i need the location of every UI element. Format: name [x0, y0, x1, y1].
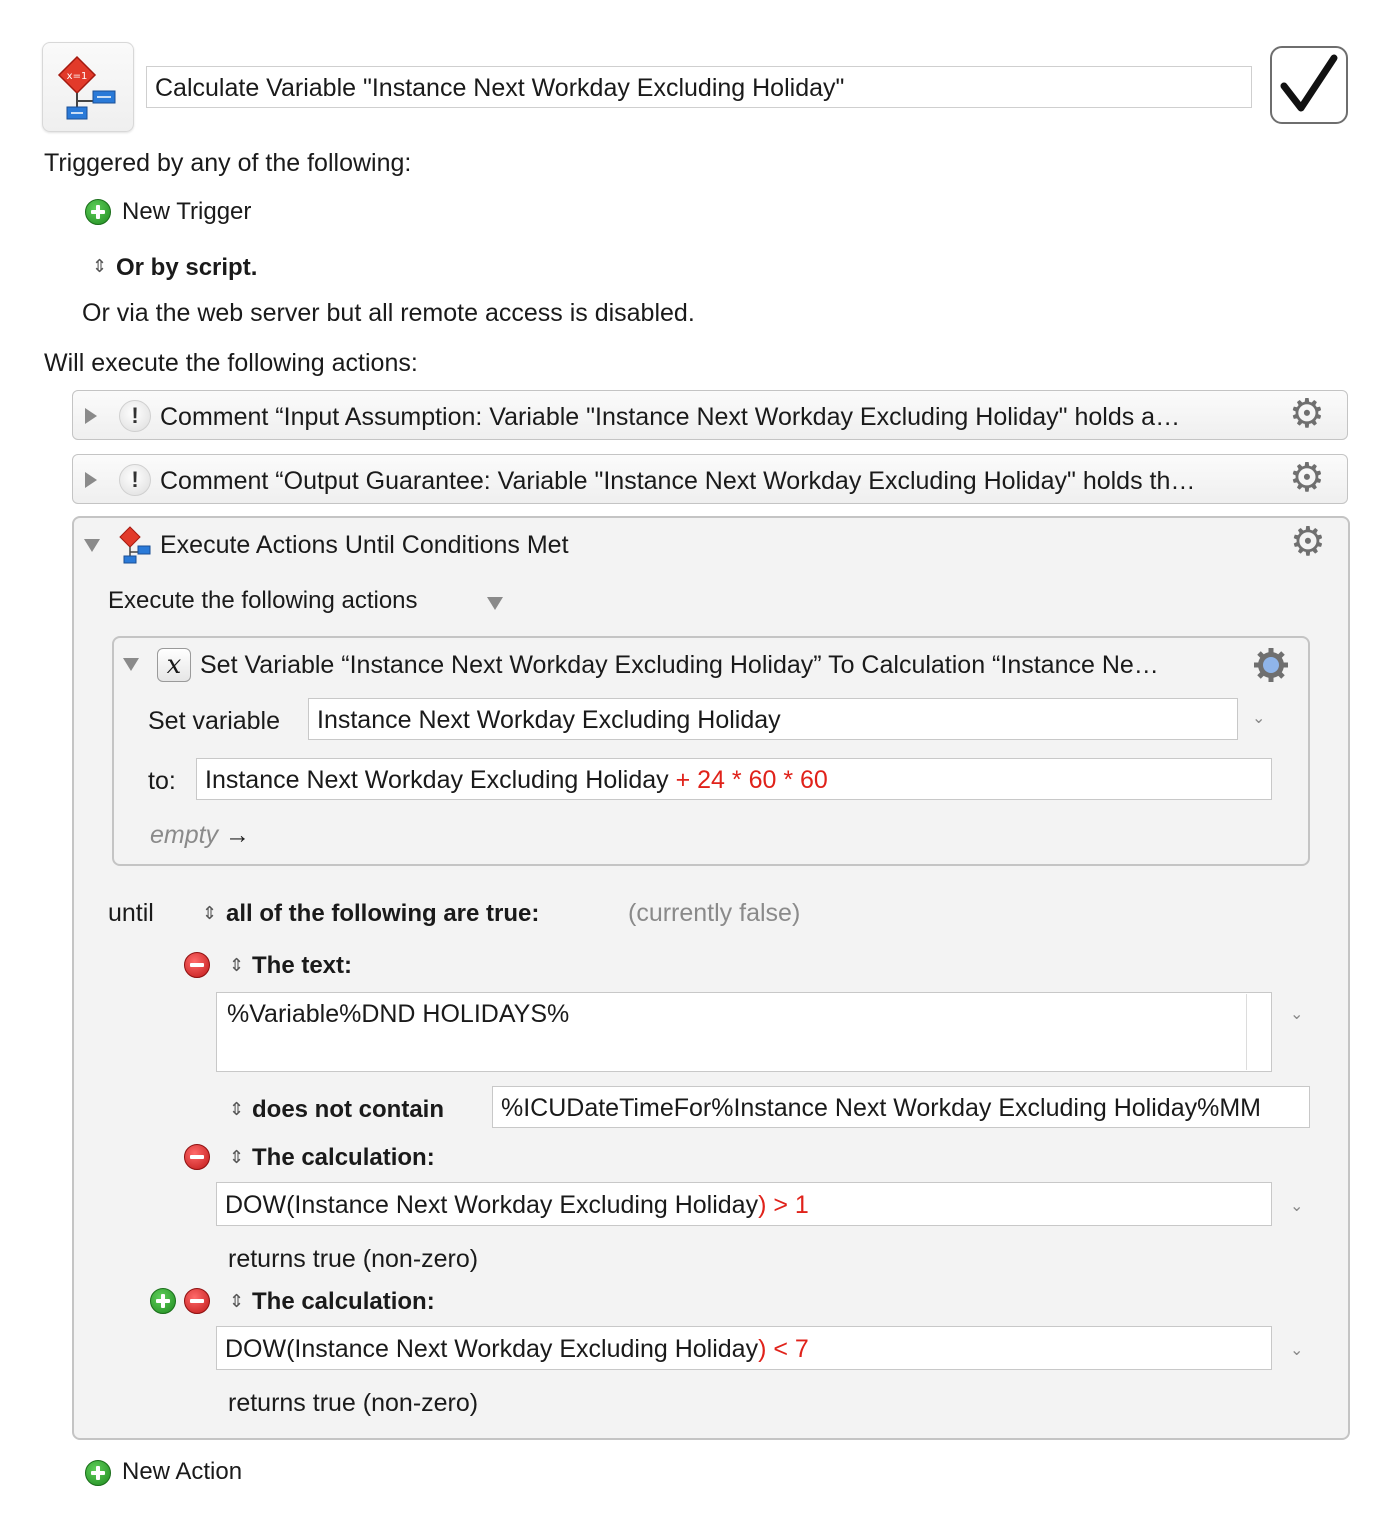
macro-enabled-checkbox[interactable] [1270, 46, 1348, 124]
new-trigger-link[interactable]: New Trigger [122, 198, 252, 225]
remove-condition-icon[interactable] [184, 952, 210, 978]
exclamation-icon: ! [119, 400, 151, 432]
comment-action-label: Comment “Output Guarantee: Variable "Instance Next Workday Excluding Holiday" holds th… [160, 467, 1196, 495]
actions-heading: Will execute the following actions: [44, 349, 418, 377]
disclosure-triangle-icon[interactable] [123, 658, 139, 671]
chevron-down-icon[interactable]: ⌄ [1252, 710, 1266, 727]
updown-icon[interactable]: ⇕ [229, 955, 245, 975]
calculation-result-label: returns true (non-zero) [228, 1389, 479, 1417]
condition-operand-field[interactable]: %ICUDateTimeFor%Instance Next Workday Excluding Holiday%MM [492, 1086, 1310, 1128]
condition-type-popup[interactable]: The calculation: [252, 1288, 435, 1315]
add-action-icon[interactable] [85, 1460, 111, 1486]
condition-operator-popup[interactable]: does not contain [252, 1096, 444, 1123]
web-server-note: Or via the web server but all remote access is disabled. [82, 299, 695, 327]
calc-operator-text: + 24 * 60 * 60 [668, 766, 828, 794]
text-field-scroll-divider [1246, 994, 1247, 1070]
calculation-condition-field[interactable] [216, 1326, 1272, 1370]
execute-dropdown-icon[interactable] [487, 597, 503, 610]
disclosure-triangle-icon[interactable] [84, 539, 100, 552]
updown-icon[interactable]: ⇕ [229, 1291, 245, 1311]
condition-type-popup[interactable]: The text: [252, 952, 353, 979]
condition-mode-popup[interactable]: all of the following are true: [226, 900, 540, 927]
variable-x-icon: x [157, 648, 191, 682]
updown-icon[interactable]: ⇕ [229, 1147, 245, 1167]
updown-icon[interactable]: ⇕ [229, 1099, 245, 1119]
set-variable-label: Set variable [148, 707, 281, 735]
updown-icon[interactable]: ⇕ [92, 256, 108, 276]
or-by-script-toggle[interactable]: Or by script. [116, 254, 258, 281]
macro-icon [42, 42, 134, 132]
empty-label[interactable] [150, 820, 250, 850]
gear-icon[interactable]: ⚙ [1289, 392, 1325, 436]
exclamation-icon: ! [119, 464, 151, 496]
execute-label: Execute the following actions [108, 587, 418, 614]
gear-icon[interactable] [1252, 646, 1290, 689]
calculation-field[interactable] [196, 758, 1272, 800]
checkmark-icon [1272, 48, 1346, 122]
calc-variable-text: Instance Next Workday Excluding Holiday [205, 766, 669, 794]
set-variable-title: Set Variable “Instance Next Workday Excluding Holiday” To Calculation “Instance Ne… [200, 651, 1159, 679]
until-label: until [108, 899, 154, 927]
triggers-heading: Triggered by any of the following: [44, 149, 412, 177]
comment-action-label: Comment “Input Assumption: Variable "Instance Next Workday Excluding Holiday" holds a… [160, 403, 1181, 431]
chevron-down-icon[interactable]: ⌄ [1290, 1006, 1304, 1023]
to-label: to: [148, 767, 176, 795]
calculation-condition-field[interactable] [216, 1182, 1272, 1226]
calc-operator-text: ) < 7 [758, 1335, 809, 1363]
svg-text:x=1: x=1 [66, 71, 88, 82]
new-action-link[interactable]: New Action [122, 1458, 243, 1485]
calc-main-text: DOW(Instance Next Workday Excluding Holiday [225, 1335, 759, 1363]
calculation-result-label: returns true (non-zero) [228, 1245, 479, 1273]
add-trigger-icon[interactable] [85, 199, 111, 225]
until-group-title: Execute Actions Until Conditions Met [160, 531, 569, 559]
variable-name-field[interactable]: Instance Next Workday Excluding Holiday [308, 698, 1238, 740]
disclosure-triangle-icon[interactable] [85, 408, 97, 424]
remove-condition-icon[interactable] [184, 1288, 210, 1314]
macro-title-field[interactable]: Calculate Variable "Instance Next Workday Excluding Holiday" [146, 66, 1252, 108]
disclosure-triangle-icon[interactable] [85, 472, 97, 488]
calc-operator-text: ) > 1 [758, 1191, 809, 1219]
gear-clock-icon[interactable]: ⚙ [1290, 520, 1326, 564]
flowchart-icon [116, 525, 156, 570]
chevron-down-icon[interactable]: ⌄ [1290, 1342, 1304, 1359]
comment-action-1[interactable] [72, 390, 1348, 440]
condition-status: (currently false) [628, 899, 801, 927]
condition-text-field[interactable]: %Variable%DND HOLIDAYS% [216, 992, 1272, 1072]
empty-text: empty [150, 821, 219, 849]
gear-icon[interactable]: ⚙ [1289, 456, 1325, 500]
chevron-down-icon[interactable]: ⌄ [1290, 1198, 1304, 1215]
arrow-right-icon: → [225, 821, 251, 849]
updown-icon[interactable]: ⇕ [202, 903, 218, 923]
comment-action-2[interactable] [72, 454, 1348, 504]
flowchart-icon [43, 43, 133, 131]
add-condition-icon[interactable] [150, 1288, 176, 1314]
condition-type-popup[interactable]: The calculation: [252, 1144, 435, 1171]
remove-condition-icon[interactable] [184, 1144, 210, 1170]
calc-main-text: DOW(Instance Next Workday Excluding Holiday [225, 1191, 759, 1219]
